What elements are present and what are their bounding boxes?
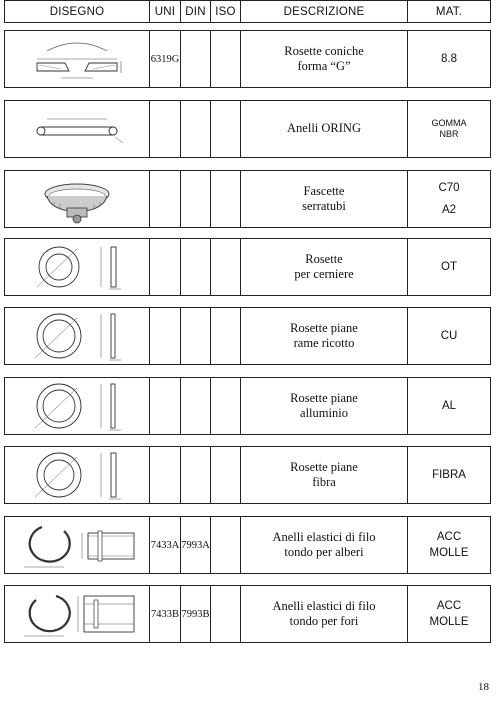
flat-washer-drawing xyxy=(5,378,150,434)
material: OT xyxy=(441,261,457,273)
hinge-washer-drawing xyxy=(5,239,150,295)
oring-drawing xyxy=(5,101,150,157)
uni-code xyxy=(150,308,181,364)
iso-code xyxy=(211,517,241,573)
iso-code xyxy=(211,308,241,364)
iso-code xyxy=(211,31,241,87)
material: FIBRA xyxy=(432,469,466,481)
hose-clamp-drawing xyxy=(5,171,150,227)
header-mat: MAT. xyxy=(435,5,463,18)
material: CU xyxy=(440,330,458,342)
uni-code xyxy=(150,171,181,227)
table-row xyxy=(4,100,491,158)
table-row xyxy=(4,377,491,435)
material-primary: C70 xyxy=(438,182,460,194)
table-row xyxy=(4,238,491,296)
uni-code: 6319G xyxy=(150,31,181,87)
flat-washer-drawing xyxy=(5,447,150,503)
material: ACC MOLLE xyxy=(429,600,469,628)
description: Anelli elastici di filo tondo per fori xyxy=(241,586,408,642)
header-din: DIN xyxy=(181,1,211,22)
uni-code xyxy=(150,101,181,157)
shaft-ring-drawing xyxy=(5,517,150,573)
iso-code xyxy=(211,378,241,434)
din-code xyxy=(181,378,211,434)
header-disegno: DISEGNO xyxy=(5,1,150,22)
din-code xyxy=(181,239,211,295)
uni-code xyxy=(150,239,181,295)
description: Anelli ORING xyxy=(241,101,408,157)
material: GOMMA NBR xyxy=(431,118,467,139)
page-number: 18 xyxy=(478,681,489,693)
table-row xyxy=(4,30,491,88)
table-header xyxy=(4,0,491,23)
material: AL xyxy=(441,400,457,412)
material: ACC MOLLE xyxy=(429,531,469,559)
din-code xyxy=(181,31,211,87)
uni-code xyxy=(150,447,181,503)
iso-code xyxy=(211,239,241,295)
description: Rosette piane alluminio xyxy=(241,378,408,434)
description: Rosette coniche forma “G” xyxy=(241,31,408,87)
din-code xyxy=(181,308,211,364)
bore-ring-drawing xyxy=(5,586,150,642)
table-row xyxy=(4,585,491,643)
conical-washer-drawing xyxy=(5,31,150,87)
header-uni: UNI xyxy=(150,1,181,22)
material: 8.8 xyxy=(441,53,457,65)
flat-washer-drawing xyxy=(5,308,150,364)
din-code: 7993A xyxy=(181,517,211,573)
table-row xyxy=(4,516,491,574)
description: Rosette per cerniere xyxy=(241,239,408,295)
din-code xyxy=(181,171,211,227)
description: Fascette serratubi xyxy=(241,171,408,227)
iso-code xyxy=(211,586,241,642)
iso-code xyxy=(211,101,241,157)
table-row xyxy=(4,307,491,365)
uni-code xyxy=(150,378,181,434)
iso-code xyxy=(211,171,241,227)
description: Rosette piane fibra xyxy=(241,447,408,503)
description: Anelli elastici di filo tondo per alberi xyxy=(241,517,408,573)
uni-code: 7433B xyxy=(150,586,181,642)
header-descrizione: DESCRIZIONE xyxy=(241,1,408,22)
material-secondary: A2 xyxy=(441,204,457,216)
din-code xyxy=(181,101,211,157)
uni-code: 7433A xyxy=(150,517,181,573)
din-code xyxy=(181,447,211,503)
din-code: 7993B xyxy=(181,586,211,642)
table-row xyxy=(4,446,491,504)
iso-code xyxy=(211,447,241,503)
table-row xyxy=(4,170,491,228)
material xyxy=(408,171,490,227)
header-iso: ISO xyxy=(211,1,241,22)
description: Rosette piane rame ricotto xyxy=(241,308,408,364)
